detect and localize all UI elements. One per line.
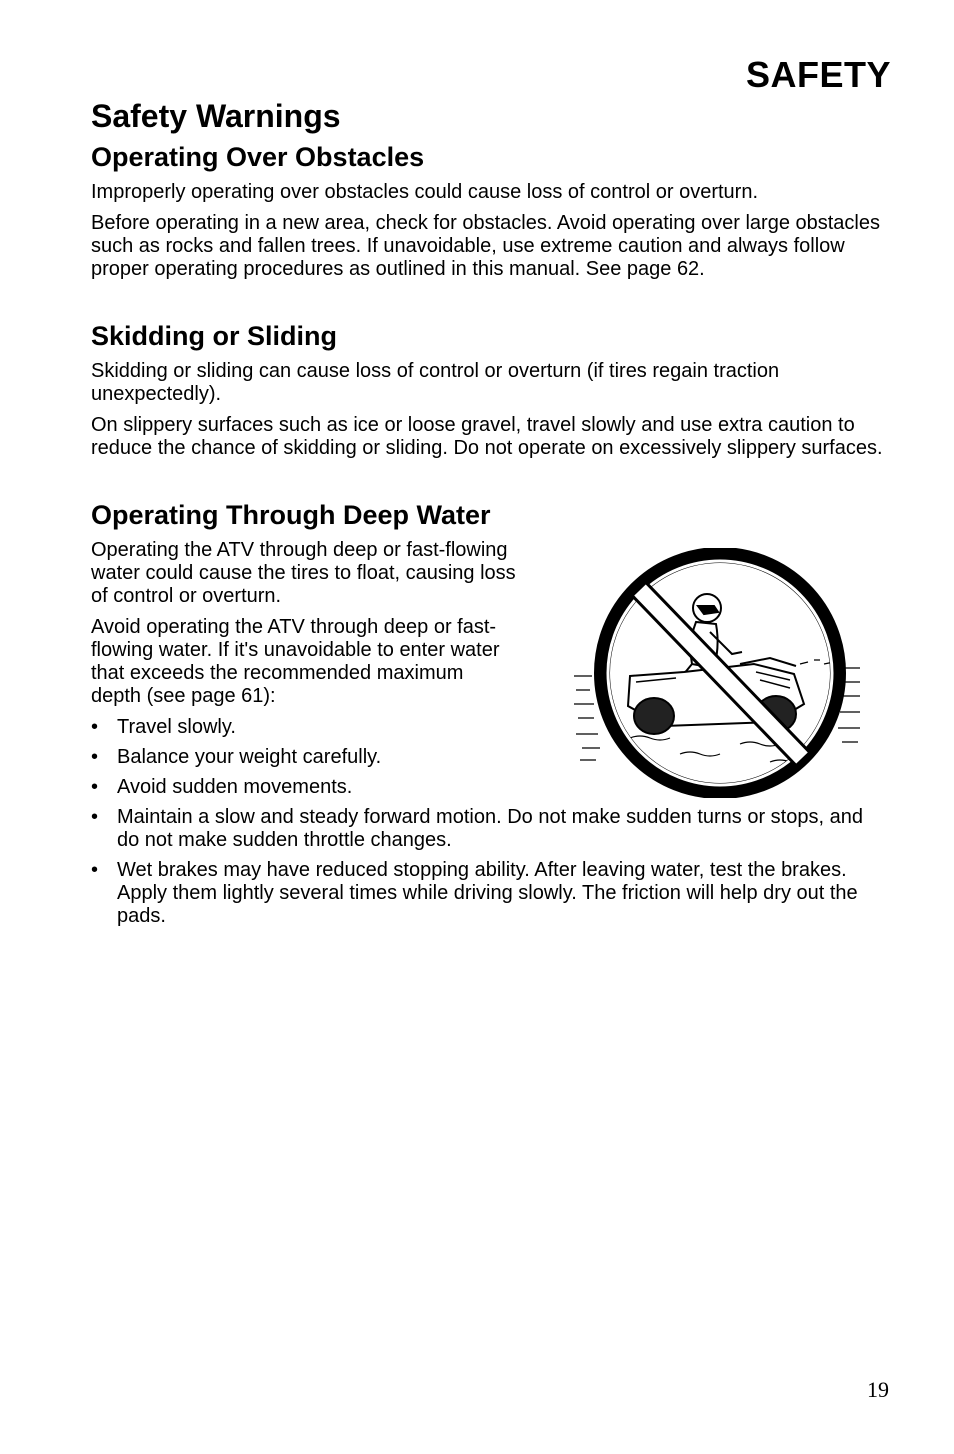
page-title: Safety Warnings xyxy=(91,98,341,134)
skidding-paragraph-2: On slippery surfaces such as ice or loose gravel, travel slowly and use extra caution to reduce the chance of skidding or sliding. Do not operate on excessively slippery surfaces. xyxy=(91,414,883,459)
obstacles-paragraph-1: Improperly operating over obstacles could cause loss of control or overturn. xyxy=(91,181,759,203)
no-deep-water-atv-icon xyxy=(570,548,870,798)
page-number: 19 xyxy=(867,1377,889,1402)
deep-water-paragraph-2: Avoid operating the ATV through deep or fast-flowing water. If it's unavoidable to enter water that exceeds the recommended maximum depth (see page 61): xyxy=(91,616,500,707)
skidding-section xyxy=(91,320,891,468)
skidding-heading: Skidding or Sliding xyxy=(91,321,337,351)
list-item: • Avoid sudden movements. xyxy=(91,776,891,799)
list-item: • Balance your weight carefully. xyxy=(91,746,891,769)
obstacles-paragraph-2: Before operating in a new area, check for obstacles. Avoid operating over large obstacles such as rocks and fallen trees. If unavoidable, use extreme caution and always follow proper operating procedures as outlined in this manual. See page 62. xyxy=(91,212,880,280)
obstacles-section xyxy=(91,141,891,289)
list-item: • Maintain a slow and steady forward motion. Do not make sudden turns or stops, and do not make sudden throttle changes. xyxy=(91,806,877,852)
section-title: SAFETY xyxy=(745,54,891,95)
obstacles-heading: Operating Over Obstacles xyxy=(91,142,425,172)
list-item: • Travel slowly. xyxy=(91,716,891,739)
deep-water-paragraph-1: Operating the ATV through deep or fast-flowing water could cause the tires to float, causing loss of control or overturn. xyxy=(91,539,516,607)
skidding-paragraph-1: Skidding or sliding can cause loss of control or overturn (if tires regain traction unexpectedly). xyxy=(91,360,780,405)
deep-water-heading: Operating Through Deep Water xyxy=(91,500,491,530)
list-item: • Wet brakes may have reduced stopping ability. After leaving water, test the brakes. Apply them lightly several times while driving slowly. The friction will help dry out the pads. xyxy=(91,859,887,928)
